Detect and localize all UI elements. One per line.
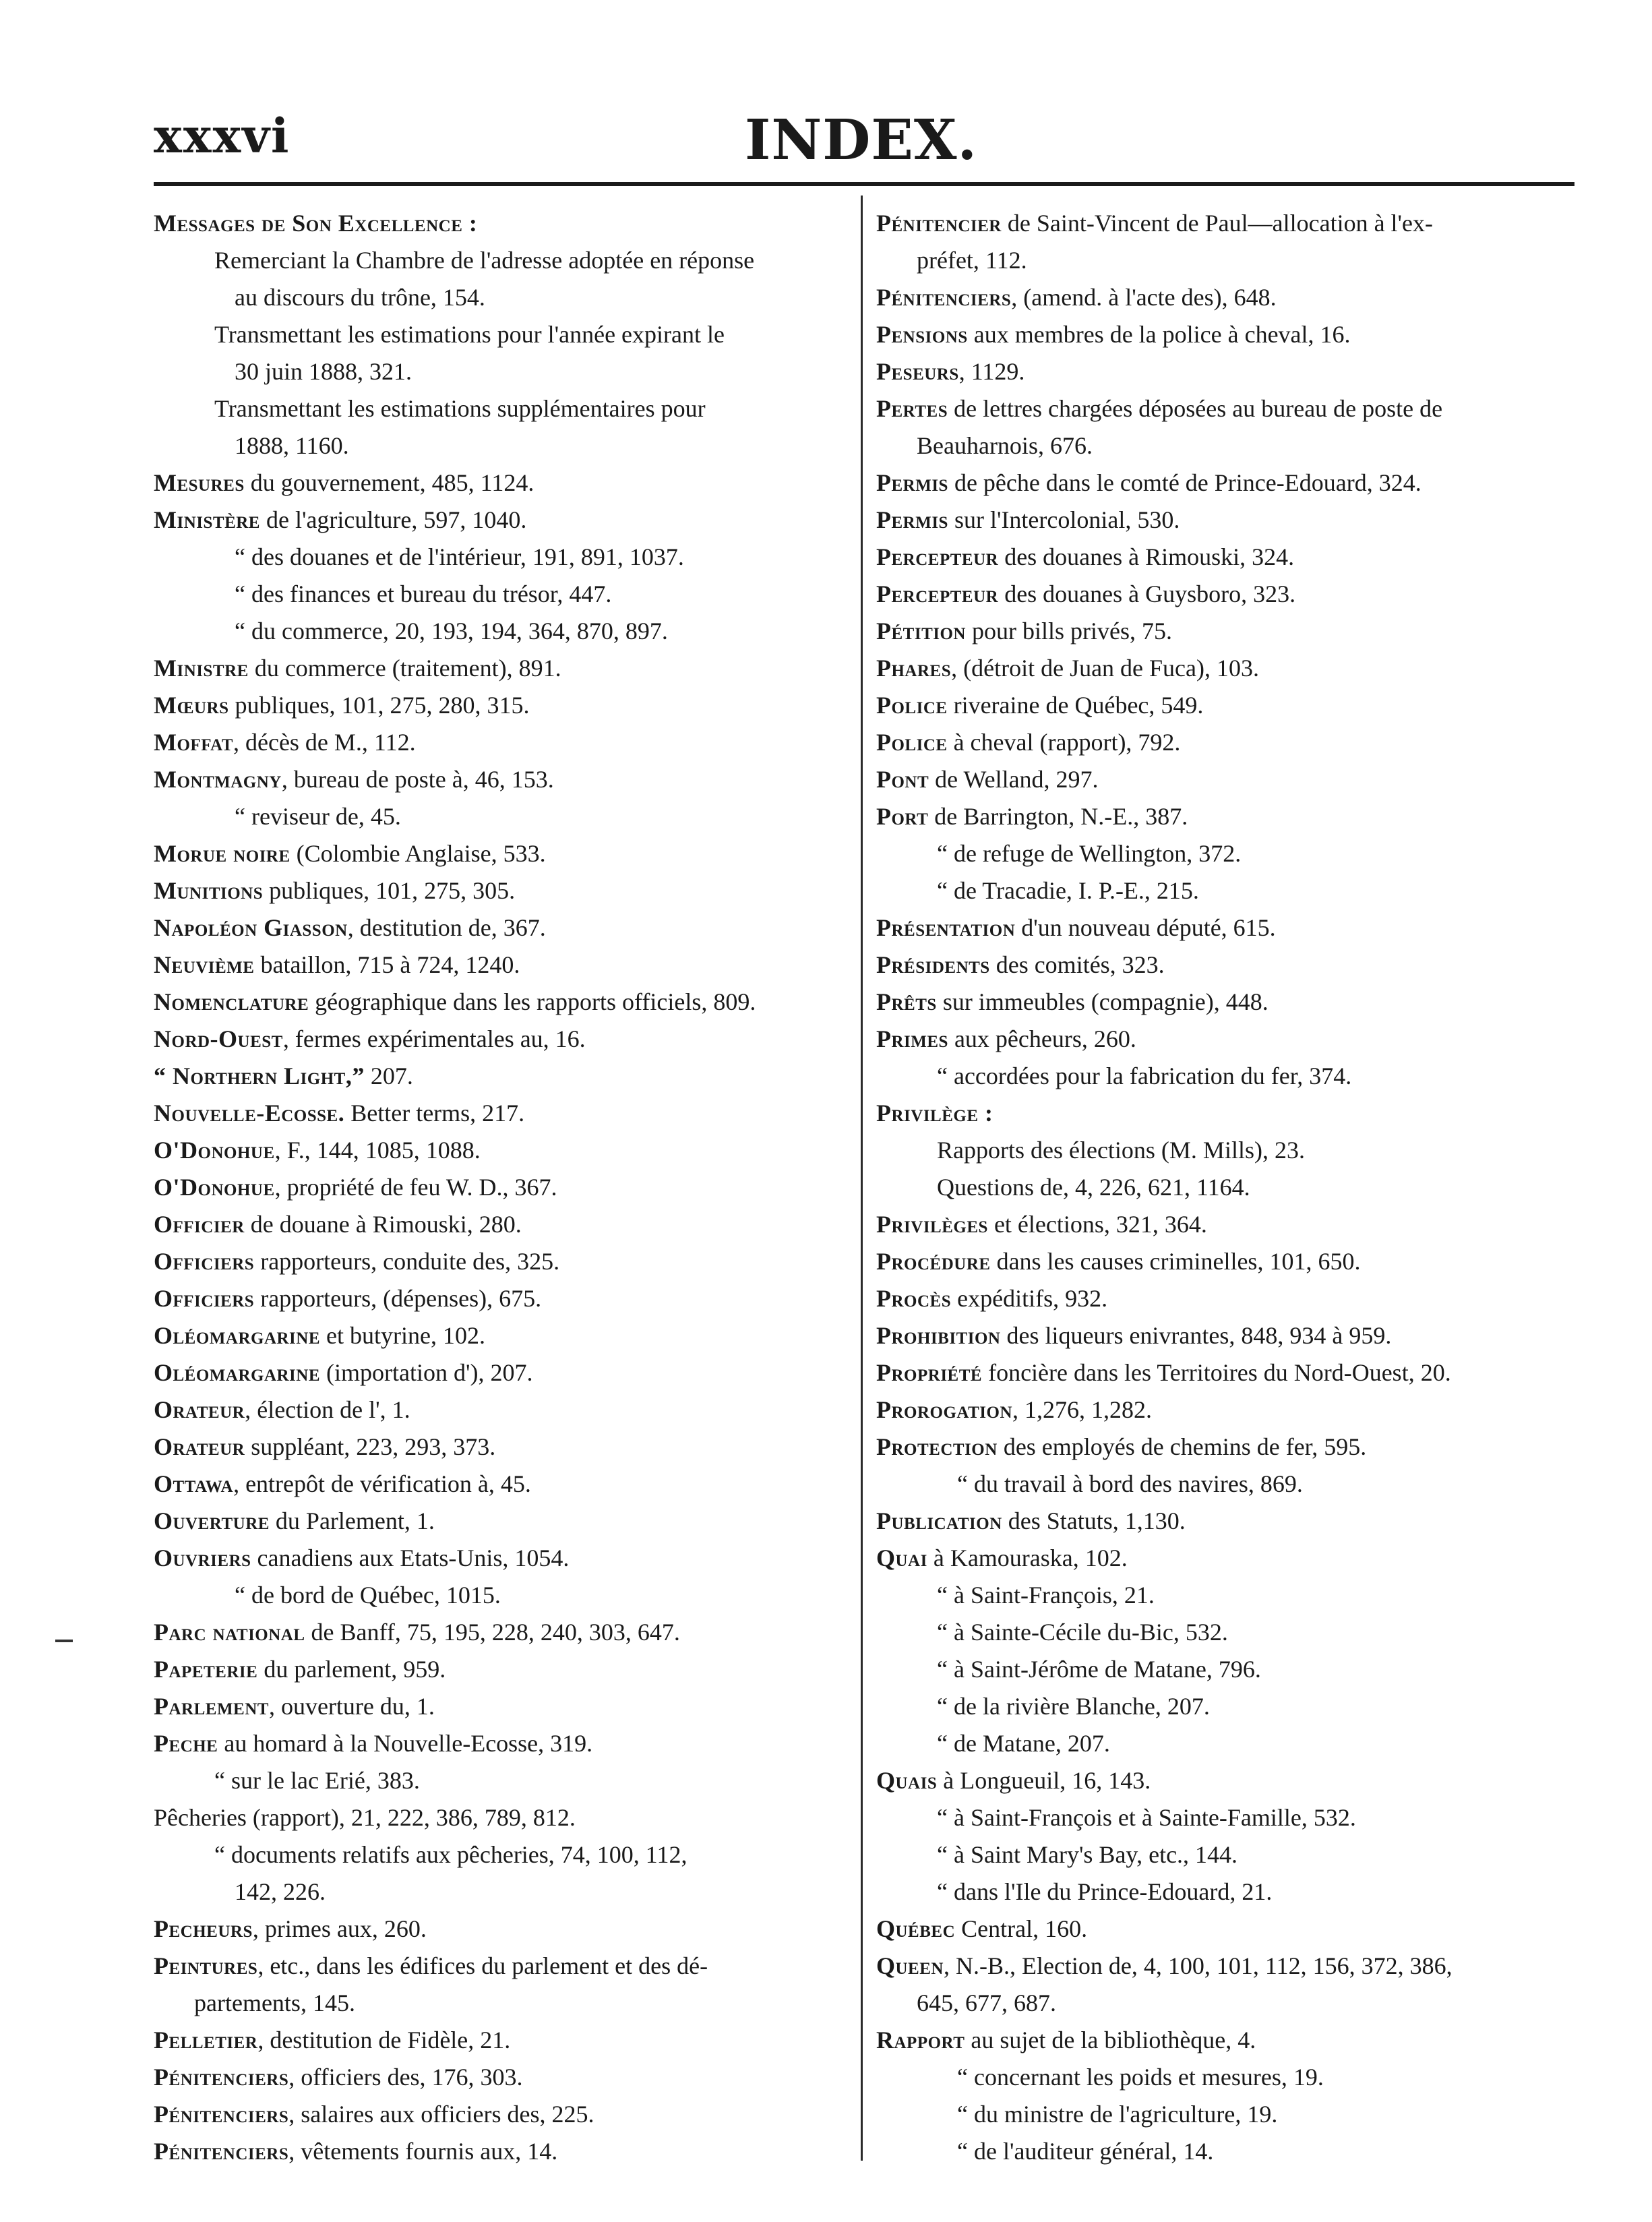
index-entry [154,687,849,724]
index-entry [154,1540,849,1577]
index-entry [876,1058,1574,1095]
entry-heading: Pecheurs [154,1915,253,1942]
index-entry [154,242,849,316]
entry-text: sur immeubles (compagnie), 448. [936,988,1268,1015]
entry-heading: “ Northern Light,” [154,1062,365,1089]
entry-text: , destitution de Fidèle, 21. [257,2026,511,2053]
entry-text: , F., 144, 1085, 1088. [274,1137,481,1164]
index-entry [154,2133,849,2170]
entry-text: “ de refuge de Wellington, 372. [937,840,1242,867]
entry-text: , vêtements fournis aux, 14. [288,2138,558,2165]
entry-heading: Peseurs [876,358,959,385]
entry-heading: Montmagny [154,766,282,793]
index-entry [876,1614,1574,1651]
entry-text: publiques, 101, 275, 280, 315. [228,692,530,719]
index-entry [876,650,1574,687]
entry-heading: Propriété [876,1359,983,1386]
entry-text: “ de la rivière Blanche, 207. [937,1693,1210,1720]
index-entry [876,1391,1574,1429]
entry-text: Pêcheries (rapport), 21, 222, 386, 789, 812. [154,1804,576,1831]
entry-heading: Orateur [154,1433,245,1460]
entry-heading: Ministère [154,506,260,533]
entry-text: “ des finances et bureau du trésor, 447. [235,580,612,607]
entry-heading: Oléomargarine [154,1359,321,1386]
entry-text: de Banff, 75, 195, 228, 240, 303, 647. [305,1619,680,1646]
index-entry [876,613,1574,650]
index-entry [876,1911,1574,1948]
entry-heading: Officier [154,1211,245,1238]
entry-text: “ du commerce, 20, 193, 194, 364, 870, 897. [235,618,668,644]
index-entry [876,390,1574,464]
index-entry [154,502,849,539]
entry-text: de Welland, 297. [929,766,1099,793]
index-entry [154,1243,849,1280]
entry-heading: Pénitencier [876,210,1002,237]
entry-heading: O'Donohue [154,1137,275,1164]
entry-text: des employés de chemins de fer, 595. [997,1433,1367,1460]
entry-heading: Pelletier [154,2026,258,2053]
index-entry [876,947,1574,984]
index-entry [154,1021,849,1058]
index-entry [154,1948,849,2022]
index-entry [876,2096,1574,2133]
entry-heading: Primes [876,1025,948,1052]
index-entry [876,1688,1574,1725]
entry-continuation: 1888, 1160. [235,432,349,459]
entry-heading: Percepteur [876,543,999,570]
index-entry [154,1391,849,1429]
entry-heading: Police [876,692,948,719]
entry-text: au homard à la Nouvelle-Ecosse, 319. [218,1730,593,1757]
entry-text: du parlement, 959. [257,1656,446,1683]
index-entry [154,464,849,502]
entry-text: et butyrine, 102. [320,1322,485,1349]
entry-text: Transmettant les estimations supplémentaires pour [214,395,706,422]
index-entry [876,1317,1574,1354]
index-entry [876,1762,1574,1799]
entry-continuation: Beauharnois, 676. [917,432,1093,459]
entry-heading: Privilèges [876,1211,988,1238]
index-entry [154,1206,849,1243]
index-entry [154,909,849,947]
entry-text: au sujet de la bibliothèque, 4. [965,2026,1256,2053]
entry-text: “ documents relatifs aux pêcheries, 74, 100, 112, [214,1841,687,1868]
entry-heading: Phares [876,655,952,682]
entry-heading: Ouvriers [154,1544,251,1571]
column-divider [861,196,863,2161]
index-entry [154,835,849,872]
entry-heading: Pont [876,766,929,793]
entry-heading: Nouvelle-Ecosse. [154,1100,345,1127]
entry-heading: Papeterie [154,1656,258,1683]
index-entry [154,1503,849,1540]
entry-text: , fermes expérimentales au, 16. [282,1025,586,1052]
index-entry [154,1466,849,1503]
index-entry [876,1503,1574,1540]
entry-text: rapporteurs, (dépenses), 675. [254,1285,542,1312]
entry-text: de Barrington, N.-E., 387. [928,803,1188,830]
index-entry [154,1725,849,1762]
entry-heading: Nord-Ouest [154,1025,283,1052]
index-entry [876,1132,1574,1169]
entry-text: (importation d'), 207. [320,1359,533,1386]
entry-text: à Longueuil, 16, 143. [937,1767,1151,1794]
entry-text: , élection de l', 1. [245,1396,410,1423]
entry-text: “ sur le lac Erié, 383. [214,1767,420,1794]
entry-heading: Queen [876,1952,944,1979]
index-entry [154,1762,849,1799]
entry-text: “ à Saint-François et à Sainte-Famille, 532. [937,1804,1356,1831]
index-entry [876,539,1574,576]
entry-text: suppléant, 223, 293, 373. [245,1433,496,1460]
index-entry [876,2059,1574,2096]
entry-heading: Procès [876,1285,952,1312]
index-column-left [154,205,849,2170]
index-entry [154,947,849,984]
index-entry [876,2022,1574,2059]
entry-heading: Pénitenciers [154,2138,289,2165]
entry-heading: Permis [876,506,948,533]
entry-text: publiques, 101, 275, 305. [263,877,516,904]
entry-heading: Procédure [876,1248,991,1275]
entry-heading: Privilège : [876,1100,993,1127]
entry-heading: Présidents [876,951,990,978]
entry-text: “ du ministre de l'agriculture, 19. [957,2101,1278,2128]
entry-heading: Ouverture [154,1507,270,1534]
index-entry [876,1799,1574,1836]
entry-heading: Officiers [154,1248,255,1275]
entry-text: , salaires aux officiers des, 225. [288,2101,594,2128]
entry-heading: Orateur [154,1396,245,1423]
entry-text: à Kamouraska, 102. [927,1544,1128,1571]
index-entry [154,2022,849,2059]
entry-heading: Mœurs [154,692,229,719]
entry-text: “ accordées pour la fabrication du fer, 374. [937,1062,1352,1089]
entry-text: , N.-B., Election de, 4, 100, 101, 112, 156, 372, 386, [943,1952,1452,1979]
entry-text: , (détroit de Juan de Fuca), 103. [951,655,1259,682]
index-entry [154,1132,849,1169]
entry-text: des liqueurs enivrantes, 848, 934 à 959. [1000,1322,1392,1349]
margin-mark [55,1640,73,1642]
entry-heading: Ministre [154,655,249,682]
entry-continuation: 645, 677, 687. [917,1989,1056,2016]
entry-heading: O'Donohue [154,1174,275,1201]
index-entry [154,761,849,798]
entry-heading: Messages de Son Excellence : [154,210,478,237]
entry-text: “ du travail à bord des navires, 869. [957,1470,1303,1497]
index-entry [154,1836,849,1911]
entry-heading: Pétition [876,618,966,644]
entry-text: Questions de, 4, 226, 621, 1164. [937,1174,1250,1201]
entry-text: “ dans l'Ile du Prince-Edouard, 21. [937,1878,1273,1905]
entry-text: de pêche dans le comté de Prince-Edouard, 324. [948,469,1421,496]
entry-text: des Statuts, 1,130. [1002,1507,1186,1534]
entry-text: des douanes à Guysboro, 323. [998,580,1296,607]
entry-heading: Rapport [876,2026,965,2053]
entry-heading: Peintures [154,1952,258,1979]
page-number: xxxvi [154,108,290,164]
index-entry [154,1614,849,1651]
entry-text: 207. [364,1062,413,1089]
index-entry [876,464,1574,502]
entry-heading: Permis [876,469,948,496]
entry-text: des comités, 323. [989,951,1165,978]
index-entry [876,1836,1574,1873]
entry-continuation: au discours du trône, 154. [235,284,485,311]
entry-text: Rapports des élections (M. Mills), 23. [937,1137,1305,1164]
entry-text: “ concernant les poids et mesures, 19. [957,2064,1324,2091]
entry-continuation: partements, 145. [194,1989,355,2016]
entry-text: des douanes à Rimouski, 324. [998,543,1295,570]
entry-text: , ouverture du, 1. [268,1693,435,1720]
entry-text: Remerciant la Chambre de l'adresse adoptée en réponse [214,247,755,274]
entry-text: “ de Tracadie, I. P.-E., 215. [937,877,1199,904]
entry-text: bataillon, 715 à 724, 1240. [254,951,520,978]
entry-text: , propriété de feu W. D., 367. [274,1174,557,1201]
entry-text: Central, 160. [955,1915,1088,1942]
entry-text: à cheval (rapport), 792. [947,729,1181,756]
index-entry [876,1243,1574,1280]
entry-heading: Québec [876,1915,956,1942]
entry-heading: Nomenclature [154,988,309,1015]
entry-heading: Mesures [154,469,245,496]
entry-text: Better terms, 217. [344,1100,525,1127]
entry-heading: Moffat [154,729,233,756]
index-entry [876,2133,1574,2170]
entry-heading: Prohibition [876,1322,1001,1349]
entry-continuation: 30 juin 1888, 321. [235,358,412,385]
index-entry [876,1354,1574,1391]
entry-heading: Parc national [154,1619,305,1646]
index-entry [876,353,1574,390]
entry-heading: Prêts [876,988,937,1015]
entry-text: du Parlement, 1. [269,1507,435,1534]
entry-continuation: 142, 226. [235,1878,326,1905]
entry-text: “ à Saint Mary's Bay, etc., 144. [937,1841,1238,1868]
entry-heading: Parlement [154,1693,269,1720]
entry-text: , entrepôt de vérification à, 45. [233,1470,531,1497]
index-entry [876,687,1574,724]
index-entry [876,1873,1574,1911]
index-entry [876,724,1574,761]
index-entry [876,1725,1574,1762]
entry-text: “ de l'auditeur général, 14. [957,2138,1214,2165]
entry-heading: Quai [876,1544,927,1571]
entry-text: du gouvernement, 485, 1124. [244,469,534,496]
entry-text: , primes aux, 260. [252,1915,427,1942]
index-entry [154,1911,849,1948]
entry-text: , etc., dans les édifices du parlement et des dé- [257,1952,708,1979]
header-rule [154,182,1574,186]
entry-text: “ de bord de Québec, 1015. [235,1582,501,1609]
index-entry [154,2059,849,2096]
entry-heading: Ottawa [154,1470,234,1497]
index-entry [154,1577,849,1614]
entry-text: , officiers des, 176, 303. [288,2064,523,2091]
entry-text: , (amend. à l'acte des), 648. [1011,284,1277,311]
entry-text: aux membres de la police à cheval, 16. [967,321,1351,348]
index-entry [876,205,1574,279]
index-entry [154,205,849,242]
entry-heading: Percepteur [876,580,999,607]
entry-text: riveraine de Québec, 549. [947,692,1204,719]
index-entry [154,1651,849,1688]
index-entry [876,1021,1574,1058]
index-entry [876,761,1574,798]
entry-text: sur l'Intercolonial, 530. [948,506,1180,533]
index-entry [154,1169,849,1206]
entry-heading: Pénitenciers [154,2064,289,2091]
index-entry [876,984,1574,1021]
index-entry [154,316,849,390]
index-entry [876,1466,1574,1503]
entry-continuation: préfet, 112. [917,247,1027,274]
entry-heading: Pénitenciers [154,2101,289,2128]
index-entry [154,650,849,687]
index-entry [876,279,1574,316]
entry-heading: Pénitenciers [876,284,1012,311]
entry-heading: Peche [154,1730,218,1757]
index-entry [876,909,1574,947]
index-entry [154,798,849,835]
entry-text: expéditifs, 932. [951,1285,1108,1312]
index-entry [154,1799,849,1836]
index-entry [154,390,849,464]
index-entry [154,539,849,576]
entry-heading: Prorogation [876,1396,1013,1423]
entry-text: “ reviseur de, 45. [235,803,401,830]
index-entry [876,1540,1574,1577]
entry-text: de lettres chargées déposées au bureau de poste de [948,395,1443,422]
index-entry [154,1354,849,1391]
index-entry [876,576,1574,613]
entry-text: “ de Matane, 207. [937,1730,1110,1757]
index-entry [876,1206,1574,1243]
page-header [0,0,1652,175]
index-entry [876,502,1574,539]
entry-text: géographique dans les rapports officiels, 809. [309,988,756,1015]
entry-text: rapporteurs, conduite des, 325. [254,1248,560,1275]
entry-text: “ à Saint-Jérôme de Matane, 796. [937,1656,1261,1683]
index-entry [154,613,849,650]
entry-heading: Officiers [154,1285,255,1312]
index-entry [154,1280,849,1317]
entry-heading: Port [876,803,929,830]
index-entry [876,1429,1574,1466]
entry-text: et élections, 321, 364. [987,1211,1207,1238]
entry-heading: Présentation [876,914,1016,941]
entry-text: Transmettant les estimations pour l'année expirant le [214,321,725,348]
entry-text: de Saint-Vincent de Paul—allocation à l'ex- [1001,210,1433,237]
page-title: INDEX. [745,108,978,173]
entry-text: “ des douanes et de l'intérieur, 191, 891, 1037. [235,543,684,570]
index-entry [876,316,1574,353]
index-entry [154,1688,849,1725]
entry-heading: Napoléon Giasson [154,914,348,941]
entry-text: , 1129. [958,358,1025,385]
index-entry [154,1058,849,1095]
entry-text: , 1,276, 1,282. [1012,1396,1153,1423]
index-entry [154,724,849,761]
index-entry [876,1577,1574,1614]
entry-text: pour bills privés, 75. [965,618,1172,644]
index-entry [154,1429,849,1466]
entry-text: , décès de M., 112. [233,729,416,756]
index-entry [876,1169,1574,1206]
entry-text: , destitution de, 367. [347,914,546,941]
entry-text: de l'agriculture, 597, 1040. [259,506,527,533]
entry-text: du commerce (traitement), 891. [248,655,561,682]
entry-text: “ à Saint-François, 21. [937,1582,1155,1609]
index-entry [154,2096,849,2133]
entry-text: canadiens aux Etats-Unis, 1054. [251,1544,570,1571]
index-entry [876,1651,1574,1688]
entry-text: de douane à Rimouski, 280. [244,1211,522,1238]
index-entry [876,798,1574,835]
index-entry [154,1317,849,1354]
index-entry [154,872,849,909]
index-entry [876,1280,1574,1317]
index-column-right [876,205,1574,2170]
entry-heading: Munitions [154,877,264,904]
entry-heading: Protection [876,1433,998,1460]
entry-heading: Pertes [876,395,948,422]
entry-text: foncière dans les Territoires du Nord-Ouest, 20. [982,1359,1451,1386]
index-entry [876,1095,1574,1132]
entry-heading: Police [876,729,948,756]
index-entry [876,835,1574,872]
entry-text: , bureau de poste à, 46, 153. [281,766,554,793]
entry-text: dans les causes criminelles, 101, 650. [990,1248,1361,1275]
entry-heading: Pensions [876,321,968,348]
index-entry [154,1095,849,1132]
index-entry [154,984,849,1021]
entry-heading: Publication [876,1507,1002,1534]
entry-heading: Neuvième [154,951,255,978]
entry-text: (Colombie Anglaise, 533. [290,840,546,867]
index-entry [876,1948,1574,2022]
entry-heading: Oléomargarine [154,1322,321,1349]
entry-heading: Quais [876,1767,938,1794]
entry-heading: Morue noire [154,840,290,867]
index-entry [154,576,849,613]
entry-text: aux pêcheurs, 260. [948,1025,1136,1052]
entry-text: “ à Sainte-Cécile du-Bic, 532. [937,1619,1228,1646]
index-entry [876,872,1574,909]
entry-text: d'un nouveau député, 615. [1015,914,1276,941]
